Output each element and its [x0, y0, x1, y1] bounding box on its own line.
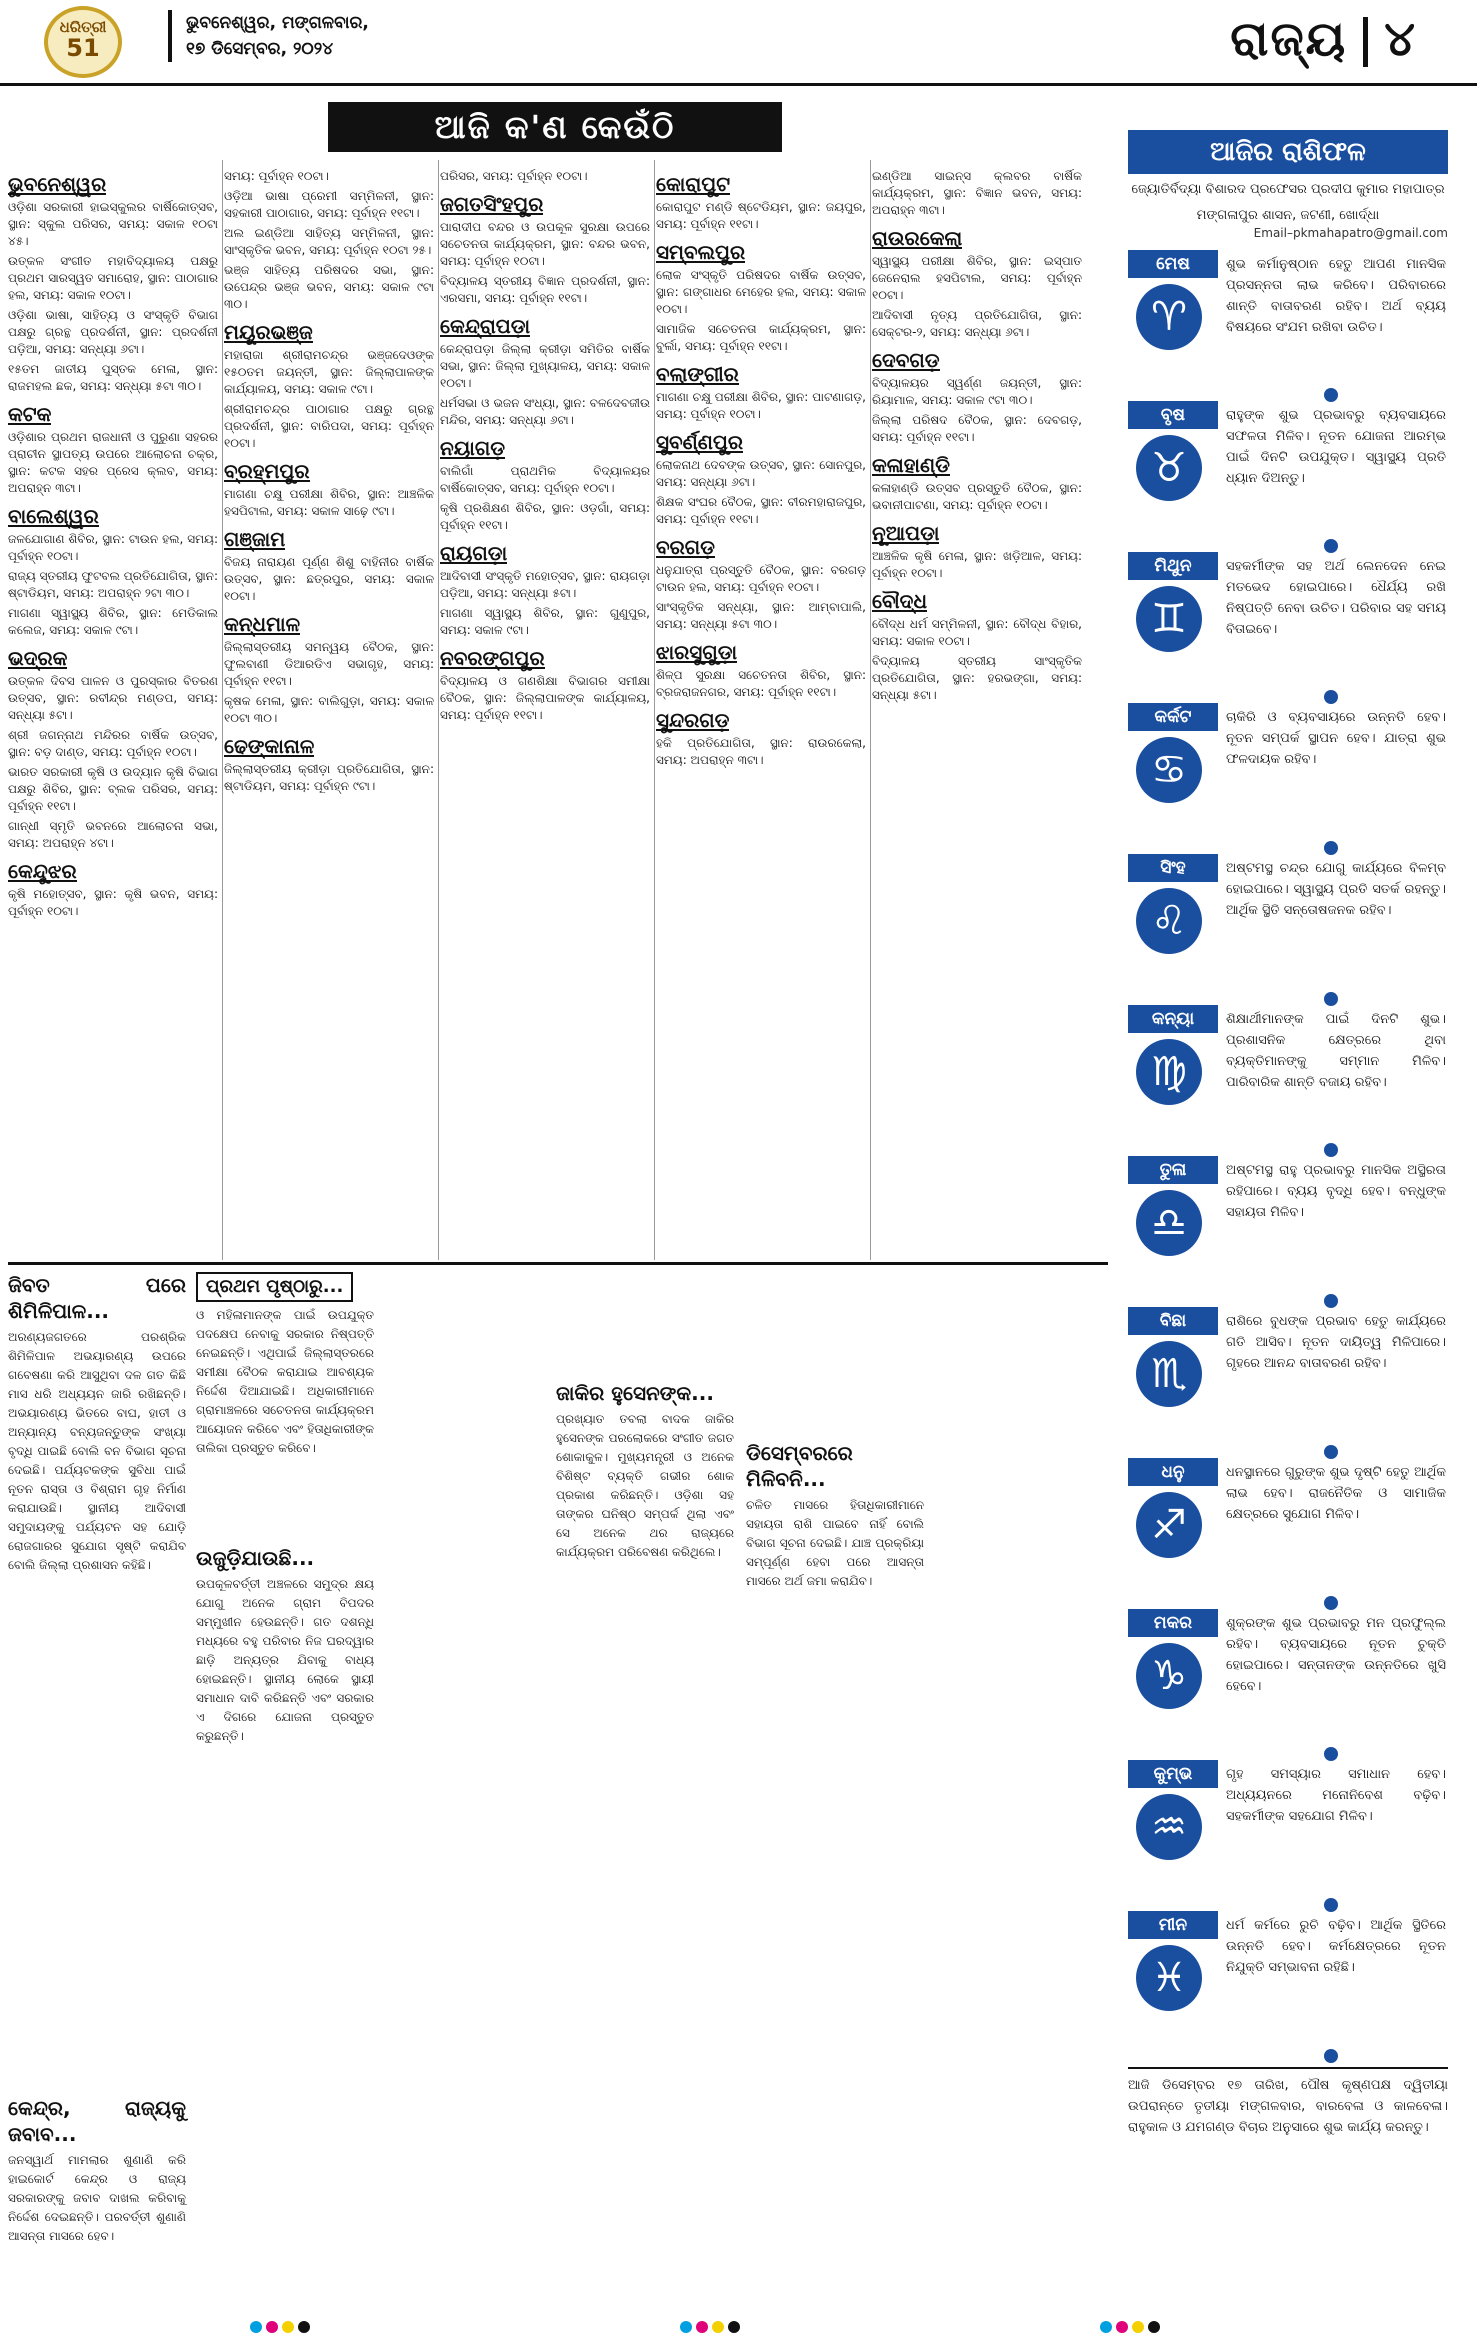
horoscope-sign	[1128, 250, 1448, 386]
event-item: ଅଲ ଇଣ୍ଡିଆ ସାହିତ୍ୟ ସମ୍ମିଳନୀ, ସ୍ଥାନ: ସାଂସ୍କୃତିକ ଭବନ, ସମୟ: ପୂର୍ବାହ୍ନ ୧୦ଟା ୨୫।	[224, 226, 434, 257]
event-item: ବୌଦ୍ଧ ଧର୍ମ ସମ୍ମିଳନୀ, ସ୍ଥାନ: ବୌଦ୍ଧ ବିହାର, ସମୟ: ସକାଳ ୧୦ଟା।	[872, 617, 1082, 648]
events-banner: ଆଜି କ'ଣ କେଉଁଠି	[328, 102, 782, 152]
aquarius-icon: ♒	[1136, 1794, 1202, 1860]
story-body: ଚଳିତ ମାସରେ ହିତାଧିକାରୀମାନେ ସହାୟତା ରାଶି ପାଇବେ ନାହିଁ ବୋଲି ବିଭାଗ ସୂଚନା ଦେଇଛି। ଯାଞ୍ଚ ପ୍ରକ୍ରିୟା ସମ୍ପୂର୍ଣ୍ଣ ହେବା ପରେ ଆସନ୍ତା ମାସରେ ଅର୍ଥ ଜମା କରାଯିବ।	[746, 1498, 924, 1588]
astrologer-email: Email–pkmahapatro@gmail.com	[1253, 226, 1448, 240]
horoscope-sign	[1128, 1760, 1448, 1896]
front-page-tag: ପ୍ରଥମ ପୃଷ୍ଠାରୁ...	[196, 1272, 353, 1302]
event-item: ବିଦ୍ୟାଳୟର ସ୍ୱର୍ଣ୍ଣ ଜୟନ୍ତୀ, ସ୍ଥାନ: ରିୟାମାଳ, ସମୟ: ସକାଳ ୯ଟା ୩୦।	[872, 376, 1082, 407]
sign-forecast: ଚାକିରି ଓ ବ୍ୟବସାୟରେ ଉନ୍ନତି ହେବ। ନୂତନ ସମ୍ପର୍କ ସ୍ଥାପନ ହେବ। ଯାତ୍ରା ଶୁଭ ଫଳଦାୟକ ରହିବ।	[1226, 710, 1446, 767]
district-heading: ଦେବଗଡ଼	[872, 348, 940, 372]
horoscope-title: ଆଜିର ରାଶିଫଳ	[1128, 130, 1448, 174]
event-item: ସ୍ୱାସ୍ଥ୍ୟ ପରୀକ୍ଷା ଶିବିର, ସ୍ଥାନ: ଇସ୍ପାତ ଜେନେରାଲ ହସପିଟାଲ, ସମୟ: ପୂର୍ବାହ୍ନ ୧୦ଟା।	[872, 254, 1082, 302]
horoscope-sign	[1128, 854, 1448, 990]
event-item: ଶିଳ୍ପ ସୁରକ୍ଷା ସଚେତନତା ଶିବିର, ସ୍ଥାନ: ବ୍ରଜରାଜନଗର, ସମୟ: ପୂର୍ବାହ୍ନ ୧୧ଟା।	[656, 668, 866, 699]
separator-dot-icon	[1324, 1747, 1338, 1761]
column-separator	[438, 160, 439, 1260]
story-headline: ଜିବତ ପରେ ଶିମିଳିପାଳ...	[8, 1273, 186, 1323]
registration-dot-icon	[728, 2321, 740, 2333]
event-item: ୧୫ତମ ଜାତୀୟ ପୁସ୍ତକ ମେଳା, ସ୍ଥାନ: ରାଜମହଲ ଛକ, ସମୟ: ସନ୍ଧ୍ୟା ୫ଟା ୩୦।	[8, 362, 218, 393]
separator-dot-icon	[1324, 992, 1338, 1006]
event-item: ମହାରାଜା ଶ୍ରୀରାମଚନ୍ଦ୍ର ଭଞ୍ଜଦେଓଙ୍କ ୧୫୦ତମ ଜୟନ୍ତୀ, ସ୍ଥାନ: ଜିଲ୍ଲାପାଳଙ୍କ କାର୍ଯ୍ୟାଳୟ, ସମୟ: ସକାଳ ୯ଟା।	[224, 348, 434, 396]
dateline	[168, 10, 369, 62]
event-item: ଧନୁଯାତ୍ରା ପ୍ରସ୍ତୁତି ବୈଠକ, ସ୍ଥାନ: ବରଗଡ଼ ଟାଉନ ହଲ, ସମୟ: ପୂର୍ବାହ୍ନ ୧୦ଟା।	[656, 563, 866, 594]
district-heading: ଢେଙ୍କାନାଳ	[224, 734, 315, 758]
story-headline: କେନ୍ଦ୍ର, ରାଜ୍ୟକୁ ଜବାବ...	[8, 2096, 186, 2146]
event-item: ସମୟ: ପୂର୍ବାହ୍ନ ୧୦ଟା।	[224, 169, 329, 183]
events-column	[440, 168, 650, 727]
logo-years: 51	[66, 34, 100, 62]
event-item: ଜିଲ୍ଲାସ୍ତରୀୟ କ୍ରୀଡ଼ା ପ୍ରତିଯୋଗିତା, ସ୍ଥାନ: ଷ୍ଟାଡିୟମ, ସମୟ: ପୂର୍ବାହ୍ନ ୯ଟା।	[224, 762, 434, 793]
sign-name-badge: ମେଷ	[1128, 250, 1218, 278]
event-item: କୋରାପୁଟ ମଣ୍ଡି ଷ୍ଟେଡିୟମ, ସ୍ଥାନ: ଜୟପୁର, ସମୟ: ପୂର୍ବାହ୍ନ ୧୧ଟା।	[656, 200, 866, 231]
scorpio-icon: ♏	[1136, 1341, 1202, 1407]
sagittarius-icon: ♐	[1136, 1492, 1202, 1558]
district-heading: କଟକ	[8, 402, 52, 426]
sign-forecast: ଅଷ୍ଟମସ୍ଥ ରାହୁ ପ୍ରଭାବରୁ ମାନସିକ ଅସ୍ଥିରତା ରହିପାରେ। ବ୍ୟୟ ବୃଦ୍ଧି ହେବ। ବନ୍ଧୁଙ୍କ ସହାୟତା ମିଳିବ।	[1226, 1163, 1446, 1220]
story-zakir	[556, 1380, 734, 1562]
district-heading: କନ୍ଧମାଳ	[224, 612, 301, 636]
district-heading: ନୂଆପଡ଼ା	[872, 521, 940, 545]
horoscope-sign	[1128, 1156, 1448, 1292]
story-headline: ଡିସେମ୍ବରରେ ମିଳିବନି...	[746, 1441, 853, 1491]
event-item: ସାଂସ୍କୃତିକ ସନ୍ଧ୍ୟା, ସ୍ଥାନ: ଆମ୍ବାପାଲି, ସମୟ: ସନ୍ଧ୍ୟା ୫ଟା ୩୦।	[656, 600, 866, 631]
sign-forecast: ରାହୁଙ୍କ ଶୁଭ ପ୍ରଭାବରୁ ବ୍ୟବସାୟରେ ସଫଳତା ମିଳିବ। ନୂତନ ଯୋଜନା ଆରମ୍ଭ ପାଇଁ ଦିନଟି ଉପଯୁକ୍ତ। ସ୍ୱାସ୍ଥ୍ୟ ପ୍ରତି ଧ୍ୟାନ ଦିଅନ୍ତୁ।	[1226, 408, 1446, 486]
gemini-icon: ♊	[1136, 586, 1202, 652]
virgo-icon: ♍	[1136, 1039, 1202, 1105]
event-item: ମାଗଣା ଚକ୍ଷୁ ପରୀକ୍ଷା ଶିବିର, ସ୍ଥାନ: ପାଟଣାଗଡ଼, ସମୟ: ପୂର୍ବାହ୍ନ ୧୦ଟା।	[656, 390, 866, 421]
event-item: ହକି ପ୍ରତିଯୋଗିତା, ସ୍ଥାନ: ରାଉରକେଲା, ସମୟ: ଅପରାହ୍ନ ୩ଟା।	[656, 736, 866, 767]
sign-name-badge: ତୁଳା	[1128, 1156, 1218, 1184]
event-item: ବାଲିଗାଁ ପ୍ରାଥମିକ ବିଦ୍ୟାଳୟର ବାର୍ଷିକୋତ୍ସବ, ସମୟ: ପୂର୍ବାହ୍ନ ୧୦ଟା।	[440, 464, 650, 495]
sign-forecast: ଗୃହ ସମସ୍ୟାର ସମାଧାନ ହେବ। ଅଧ୍ୟୟନରେ ମନୋନିବେଶ ବଢ଼ିବ। ସହକର୍ମୀଙ୍କ ସହଯୋଗ ମିଳିବ।	[1226, 1767, 1446, 1824]
horoscope-sign	[1128, 1005, 1448, 1141]
section-title	[1230, 4, 1417, 74]
event-item: ଓଡ଼ିଶାର ପ୍ରଥମ ରାଜଧାନୀ ଓ ପୁରୁଣା ସହରର ପ୍ରାଚୀନ ସ୍ଥାପତ୍ୟ ଉପରେ ଆଲୋଚନା ଚକ୍ର, ସ୍ଥାନ: କଟକ ସହର ପ୍ରେସ କ୍ଲବ, ସମୟ: ଅପରାହ୍ନ ୩ଟା।	[8, 430, 218, 495]
dateline-day: ଭୁବନେଶ୍ୱର, ମଙ୍ଗଳବାର,	[186, 13, 369, 33]
story-headline: ଜାକିର ହୁସେନଙ୍କ...	[556, 1381, 714, 1405]
story-front-page	[196, 1272, 374, 1458]
district-heading: ବଲାଙ୍ଗୀର	[656, 362, 739, 386]
pisces-icon: ♓	[1136, 1945, 1202, 2011]
event-item: ଓଡ଼ିଆ ଭାଷା ପ୍ରେମୀ ସମ୍ମିଳନୀ, ସ୍ଥାନ: ସହକାରୀ ପାଠାଗାର, ସମୟ: ପୂର୍ବାହ୍ନ ୧୧ଟା।	[224, 189, 434, 220]
event-item: ବିଦ୍ୟାଳୟ ସ୍ତରୀୟ ସାଂସ୍କୃତିକ ପ୍ରତିଯୋଗିତା, ସ୍ଥାନ: ହରଭଙ୍ଗା, ସମୟ: ସନ୍ଧ୍ୟା ୫ଟା।	[872, 654, 1082, 702]
story-december	[746, 1440, 924, 1591]
event-item: ଓଡ଼ିଶା ସରକାରୀ ହାଇସ୍କୁଲର ବାର୍ଷିକୋତ୍ସବ, ସ୍ଥାନ: ସ୍କୁଲ ପରିସର, ସମୟ: ସକାଳ ୧୦ଟା ୪୫।	[8, 200, 218, 248]
event-item: ଧର୍ମସଭା ଓ ଭଜନ ସଂଧ୍ୟା, ସ୍ଥାନ: ବଳଦେବଜୀଉ ମନ୍ଦିର, ସମୟ: ସନ୍ଧ୍ୟା ୬ଟା।	[440, 396, 650, 427]
story-body: ଜନସ୍ୱାର୍ଥ ମାମଲାର ଶୁଣାଣି କରି ହାଇକୋର୍ଟ କେନ୍ଦ୍ର ଓ ରାଜ୍ୟ ସରକାରଙ୍କୁ ଜବାବ ଦାଖଲ କରିବାକୁ ନିର୍ଦ୍ଦେଶ ଦେଇଛନ୍ତି। ପରବର୍ତ୍ତୀ ଶୁଣାଣି ଆସନ୍ତା ମାସରେ ହେବ।	[8, 2153, 186, 2243]
event-item: ଆଦିବାସୀ ନୃତ୍ୟ ପ୍ରତିଯୋଗିତା, ସ୍ଥାନ: ସେକ୍ଟର-୨, ସମୟ: ସନ୍ଧ୍ୟା ୬ଟା।	[872, 308, 1082, 339]
separator-dot-icon	[1324, 2049, 1338, 2063]
separator-dot-icon	[1324, 1898, 1338, 1912]
event-item: ଶ୍ରୀ ଜଗନ୍ନାଥ ମନ୍ଦିରର ବାର୍ଷିକ ଉତ୍ସବ, ସ୍ଥାନ: ବଡ଼ ଦାଣ୍ଡ, ସମୟ: ପୂର୍ବାହ୍ନ ୧୦ଟା।	[8, 728, 218, 759]
sign-forecast: ଶୁକ୍ରଙ୍କ ଶୁଭ ପ୍ରଭାବରୁ ମନ ପ୍ରଫୁଲ୍ଲ ରହିବ। ବ୍ୟବସାୟରେ ନୂତନ ଚୁକ୍ତି ହୋଇପାରେ। ସନ୍ତାନଙ୍କ ଉନ୍ନତିରେ ଖୁସି ହେବେ।	[1226, 1616, 1446, 1694]
separator-dot-icon	[1324, 690, 1338, 704]
registration-dot-icon	[1132, 2321, 1144, 2333]
separator-dot-icon	[1324, 388, 1338, 402]
registration-marks-right	[1100, 2318, 1164, 2332]
separator-dot-icon	[1324, 1445, 1338, 1459]
sign-forecast: ଧନସ୍ଥାନରେ ଗୁରୁଙ୍କ ଶୁଭ ଦୃଷ୍ଟି ହେତୁ ଆର୍ଥିକ ଲାଭ ହେବ। ରାଜନୈତିକ ଓ ସାମାଜିକ କ୍ଷେତ୍ରରେ ସୁଯୋଗ ମିଳିବ।	[1226, 1465, 1446, 1522]
district-heading: ସୁନ୍ଦରଗଡ଼	[656, 708, 730, 732]
separator-dot-icon	[1324, 841, 1338, 855]
sign-name-badge: ଧନୁ	[1128, 1458, 1218, 1486]
story-uthuchhi	[196, 1545, 374, 1746]
event-item: କଳାହାଣ୍ଡି ଉତ୍ସବ ପ୍ରସ୍ତୁତି ବୈଠକ, ସ୍ଥାନ: ଭବାନୀପାଟଣା, ସମୟ: ପୂର୍ବାହ୍ନ ୧୦ଟା।	[872, 481, 1082, 512]
event-item: ଜିଲ୍ଲାସ୍ତରୀୟ ସମନ୍ୱୟ ବୈଠକ, ସ୍ଥାନ: ଫୁଲବାଣୀ ଡିଆରଡିଏ ସଭାଗୃହ, ସମୟ: ପୂର୍ବାହ୍ନ ୧୧ଟା।	[224, 640, 434, 688]
event-item: ଇଣ୍ଡିଆ ସାଇନ୍ସ କ୍ଲବର ବାର୍ଷିକ କାର୍ଯ୍ୟକ୍ରମ, ସ୍ଥାନ: ବିଜ୍ଞାନ ଭବନ, ସମୟ: ଅପରାହ୍ନ ୩ଟା।	[872, 169, 1082, 217]
district-heading: ସମ୍ବଲପୁର	[656, 240, 746, 264]
separator-dot-icon	[1324, 539, 1338, 553]
registration-dot-icon	[680, 2321, 692, 2333]
district-heading: କୋରାପୁଟ	[656, 172, 731, 196]
event-item: ମାଗଣା ସ୍ୱାସ୍ଥ୍ୟ ଶିବିର, ସ୍ଥାନ: ମେଡିକାଲ କଲେଜ, ସମୟ: ସକାଳ ୯ଟା।	[8, 606, 218, 637]
event-item: ଗାନ୍ଧୀ ସ୍ମୃତି ଭବନରେ ଆଲୋଚନା ସଭା, ସମୟ: ଅପରାହ୍ନ ୪ଟା।	[8, 819, 218, 850]
district-heading: ବ୍ରହ୍ମପୁର	[224, 459, 310, 483]
event-item: ଲୋକନାଥ ଦେବଙ୍କ ଉତ୍ସବ, ସ୍ଥାନ: ସୋନପୁର, ସମୟ: ସନ୍ଧ୍ୟା ୬ଟା।	[656, 458, 866, 489]
event-item: ଜଳଯୋଗାଣ ଶିବିର, ସ୍ଥାନ: ଟାଉନ ହଲ, ସମୟ: ପୂର୍ବାହ୍ନ ୧୦ଟା।	[8, 532, 218, 563]
event-item: ବିଜୟ ନାରାୟଣ ପୂର୍ଣ୍ଣ ଶିଶୁ ବାହିନୀର ବାର୍ଷିକ ଉତ୍ସବ, ସ୍ଥାନ: ଛତ୍ରପୁର, ସମୟ: ସକାଳ ୧୦ଟା।	[224, 555, 434, 603]
horoscope-header	[1128, 130, 1448, 240]
event-item: ଉତ୍କଳ ଦିବସ ପାଳନ ଓ ପୁରସ୍କାର ବିତରଣ ଉତ୍ସବ, ସ୍ଥାନ: ରବୀନ୍ଦ୍ର ମଣ୍ଡପ, ସମୟ: ସନ୍ଧ୍ୟା ୫ଟା।	[8, 674, 218, 722]
registration-dot-icon	[266, 2321, 278, 2333]
event-item: ଉତ୍କଳ ସଂଗୀତ ମହାବିଦ୍ୟାଳୟ ପକ୍ଷରୁ ପ୍ରଥମ ସାରସ୍ୱତ ସମାରୋହ, ସ୍ଥାନ: ପାଠାଗାର ହଲ, ସମୟ: ସକାଳ ୧୦ଟା।	[8, 254, 218, 302]
horoscope-sign	[1128, 1458, 1448, 1594]
story-body: ଉପକୂଳବର୍ତ୍ତୀ ଅଞ୍ଚଳରେ ସମୁଦ୍ର କ୍ଷୟ ଯୋଗୁ ଅନେକ ଗ୍ରାମ ବିପଦର ସମ୍ମୁଖୀନ ହେଉଛନ୍ତି। ଗତ ଦଶନ୍ଧି ମଧ୍ୟରେ ବହୁ ପରିବାର ନିଜ ଘରଦ୍ୱାର ଛାଡ଼ି ଅନ୍ୟତ୍ର ଯିବାକୁ ବାଧ୍ୟ ହୋଇଛନ୍ତି। ସ୍ଥାନୀୟ ଲୋକେ ସ୍ଥାୟୀ ସମାଧାନ ଦାବି କରିଛନ୍ତି ଏବଂ ସରକାର ଏ ଦିଗରେ ଯୋଜନା ପ୍ରସ୍ତୁତ କରୁଛନ୍ତି।	[196, 1577, 374, 1743]
dateline-date: ୧୭ ଡିସେମ୍ବର, ୨୦୨୪	[186, 39, 334, 59]
district-heading: ନୟାଗଡ଼	[440, 436, 506, 460]
sign-name-badge: କର୍କଟ	[1128, 703, 1218, 731]
event-item: ମାଗଣା ସ୍ୱାସ୍ଥ୍ୟ ଶିବିର, ସ୍ଥାନ: ଗୁଣୁପୁର, ସମୟ: ସକାଳ ୯ଟା।	[440, 606, 650, 637]
sign-forecast: ସହକର୍ମୀଙ୍କ ସହ ଅର୍ଥ ଲେନଦେନ ନେଇ ମତଭେଦ ହୋଇପାରେ। ଧୈର୍ଯ୍ୟ ରଖି ନିଷ୍ପତ୍ତି ନେବା ଉଚିତ। ପରିବାର ସହ ସମୟ ବିତାଇବେ।	[1226, 559, 1446, 637]
horoscope-sign	[1128, 703, 1448, 839]
section-divider-line	[8, 1262, 1108, 1265]
event-item: ବିଦ୍ୟାଳୟ ସ୍ତରୀୟ ବିଜ୍ଞାନ ପ୍ରଦର୍ଶନୀ, ସ୍ଥାନ: ଏରସମା, ସମୟ: ପୂର୍ବାହ୍ନ ୧୧ଟା।	[440, 274, 650, 305]
horoscope-sign	[1128, 1911, 1448, 2047]
sign-name-badge: ବୃଷ	[1128, 401, 1218, 429]
horoscope-sign	[1128, 1307, 1448, 1443]
aries-icon: ♈	[1136, 284, 1202, 350]
event-item: କେନ୍ଦ୍ରାପଡ଼ା ଜିଲ୍ଲା କ୍ରୀଡ଼ା ସମିତିର ବାର୍ଷିକ ସଭା, ସ୍ଥାନ: ଜିଲ୍ଲା ମୁଖ୍ୟାଳୟ, ସମୟ: ସକାଳ ୧୦ଟା।	[440, 342, 650, 390]
district-heading: ଗଞ୍ଜାମ	[224, 527, 286, 551]
district-heading: ରାୟଗଡ଼ା	[440, 541, 508, 565]
district-heading: କେନ୍ଦୁଝର	[8, 859, 77, 883]
leo-icon: ♌	[1136, 888, 1202, 954]
masthead	[0, 0, 1477, 86]
event-item: ଆଞ୍ଚଳିକ କୃଷି ମେଳା, ସ୍ଥାନ: ଖଡ଼ିଆଳ, ସମୟ: ପୂର୍ବାହ୍ନ ୧୦ଟା।	[872, 549, 1082, 580]
registration-marks-left	[250, 2318, 314, 2332]
sign-forecast: ଧର୍ମ କର୍ମରେ ରୁଚି ବଢ଼ିବ। ଆର୍ଥିକ ସ୍ଥିତିରେ ଉନ୍ନତି ହେବ। କର୍ମକ୍ଷେତ୍ରରେ ନୂତନ ନିଯୁକ୍ତି ସମ୍ଭାବନା ରହିଛି।	[1226, 1918, 1446, 1975]
district-heading: କଳାହାଣ୍ଡି	[872, 453, 950, 477]
cancer-icon: ♋	[1136, 737, 1202, 803]
sign-forecast: ଶିକ୍ଷାର୍ଥୀମାନଙ୍କ ପାଇଁ ଦିନଟି ଶୁଭ। ପ୍ରଶାସନିକ କ୍ଷେତ୍ରରେ ଥିବା ବ୍ୟକ୍ତିମାନଙ୍କୁ ସମ୍ମାନ ମିଳିବ। ପାରିବାରିକ ଶାନ୍ତି ବଜାୟ ରହିବ।	[1226, 1012, 1446, 1090]
sign-name-badge: ମିଥୁନ	[1128, 552, 1218, 580]
event-item: ମାଗଣା ଚକ୍ଷୁ ପରୀକ୍ଷା ଶିବିର, ସ୍ଥାନ: ଆଞ୍ଚଳିକ ହସପିଟାଲ, ସମୟ: ସକାଳ ସାଢ଼େ ୯ଟା।	[224, 487, 434, 518]
story-headline: ଉଜୁଡ଼ିଯାଉଛି...	[196, 1546, 315, 1570]
event-item: ଆଦିବାସୀ ସଂସ୍କୃତି ମହୋତ୍ସବ, ସ୍ଥାନ: ରାୟଗଡ଼ା ପଡ଼ିଆ, ସମୟ: ସନ୍ଧ୍ୟା ୫ଟା।	[440, 569, 650, 600]
event-item: ଲୋକ ସଂସ୍କୃତି ପରିଷଦର ବାର୍ଷିକ ଉତ୍ସବ, ସ୍ଥାନ: ଗଙ୍ଗାଧର ମେହେର ହଲ, ସମୟ: ସକାଳ ୧୦ଟା।	[656, 268, 866, 316]
sign-name-badge: ସିଂହ	[1128, 854, 1218, 882]
event-item: ପରିସର, ସମୟ: ପୂର୍ବାହ୍ନ ୧୦ଟା।	[440, 169, 588, 183]
event-item: ବିଦ୍ୟାଳୟ ଓ ଗଣଶିକ୍ଷା ବିଭାଗର ସମୀକ୍ଷା ବୈଠକ, ସ୍ଥାନ: ଜିଲ୍ଲାପାଳଙ୍କ କାର୍ଯ୍ୟାଳୟ, ସମୟ: ପୂର୍ବାହ୍ନ ୧୧ଟା।	[440, 674, 650, 722]
libra-icon: ♎	[1136, 1190, 1202, 1256]
taurus-icon: ♉	[1136, 435, 1202, 501]
event-item: ପାରାଦୀପ ବନ୍ଦର ଓ ଉପକୂଳ ସୁରକ୍ଷା ଉପରେ ସଚେତନତା କାର୍ଯ୍ୟକ୍ରମ, ସ୍ଥାନ: ବନ୍ଦର ଭବନ, ସମୟ: ପୂର୍ବାହ୍ନ ୧୦ଟା।	[440, 220, 650, 268]
registration-dot-icon	[1100, 2321, 1112, 2333]
district-heading: ଜଗତସିଂହପୁର	[440, 192, 544, 216]
district-heading: ଝାରସୁଗୁଡ଼ା	[656, 640, 738, 664]
story-body: ଓ ମହିଳାମାନଙ୍କ ପାଇଁ ଉପଯୁକ୍ତ ପଦକ୍ଷେପ ନେବାକୁ ସରକାର ନିଷ୍ପତ୍ତି ନେଇଛନ୍ତି। ଏଥିପାଇଁ ଜିଲ୍ଲାସ୍ତରରେ ସମୀକ୍ଷା ବୈଠକ କରାଯାଇ ଆବଶ୍ୟକ ନିର୍ଦ୍ଦେଶ ଦିଆଯାଇଛି। ଅଧିକାରୀମାନେ ଗ୍ରାମାଞ୍ଚଳରେ ସଚେତନତା କାର୍ଯ୍ୟକ୍ରମ ଆୟୋଜନ କରିବେ ଏବଂ ହିତାଧିକାରୀଙ୍କ ତାଲିକା ପ୍ରସ୍ତୁତ କରିବେ।	[196, 1308, 374, 1455]
event-item: ଭାରତ ସରକାରୀ କୃଷି ଓ ଉଦ୍ୟାନ କୃଷି ବିଭାଗ ପକ୍ଷରୁ ଶିବିର, ସ୍ଥାନ: ବ୍ଲକ ପରିସର, ସମୟ: ପୂର୍ବାହ୍ନ ୧୧ଟା।	[8, 765, 218, 813]
registration-dot-icon	[712, 2321, 724, 2333]
event-item: କୃଷକ ମେଳା, ସ୍ଥାନ: ବାଲିଗୁଡ଼ା, ସମୟ: ସକାଳ ୧୦ଟା ୩୦।	[224, 694, 434, 725]
panjika-footer: ଆଜି ଡିସେମ୍ବର ୧୭ ତାରିଖ, ପୌଷ କୃଷ୍ଣପକ୍ଷ ଦ୍ୱିତୀୟା ଉପରାନ୍ତେ ତୃତୀୟା ମଙ୍ଗଳବାର, ବାରବେଳା ଓ କାଳବେଳା। ରାହୁକାଳ ଓ ଯମଗଣ୍ଡ ବିଚାର ଅନୁସାରେ ଶୁଭ କାର୍ଯ୍ୟ କରନ୍ତୁ।	[1128, 2067, 1448, 2138]
sign-name-badge: ମକର	[1128, 1609, 1218, 1637]
sign-name-badge: ବିଛା	[1128, 1307, 1218, 1335]
sign-forecast: ରାଶିରେ ବୁଧଙ୍କ ପ୍ରଭାବ ହେତୁ କାର୍ଯ୍ୟରେ ଗତି ଆସିବ। ନୂତନ ଦାୟିତ୍ୱ ମିଳିପାରେ। ଗୃହରେ ଆନନ୍ଦ ବାତାବରଣ ରହିବ।	[1226, 1314, 1446, 1371]
events-column	[224, 168, 434, 798]
horoscope-sign	[1128, 1609, 1448, 1745]
story-headline	[196, 1272, 374, 1302]
event-item: ଶିକ୍ଷକ ସଂଘର ବୈଠକ, ସ୍ଥାନ: ବୀରମହାରାଜପୁର, ସମୟ: ପୂର୍ବାହ୍ନ ୧୧ଟା।	[656, 495, 866, 526]
astrologer-location: ମଙ୍ଗଳାପୁର ଶାସନ, ଜଟଣୀ, ଖୋର୍ଦ୍ଧା	[1196, 208, 1380, 223]
event-item: ଓଡ଼ିଶା ଭାଷା, ସାହିତ୍ୟ ଓ ସଂସ୍କୃତି ବିଭାଗ ପକ୍ଷରୁ ଗ୍ରନ୍ଥ ପ୍ରଦର୍ଶନୀ, ସ୍ଥାନ: ପ୍ରଦର୍ଶନୀ ପଡ଼ିଆ, ସମୟ: ସନ୍ଧ୍ୟା ୬ଟା।	[8, 308, 218, 356]
registration-dot-icon	[1116, 2321, 1128, 2333]
event-item: ସାମାଜିକ ସଚେତନତା କାର୍ଯ୍ୟକ୍ରମ, ସ୍ଥାନ: ବୁର୍ଲା, ସମୟ: ପୂର୍ବାହ୍ନ ୧୧ଟା।	[656, 322, 866, 353]
registration-dot-icon	[1148, 2321, 1160, 2333]
district-heading: ବୌଦ୍ଧ	[872, 589, 927, 613]
horoscope-sign	[1128, 401, 1448, 537]
district-heading: ସୁବର୍ଣ୍ଣପୁର	[656, 430, 744, 454]
registration-dot-icon	[250, 2321, 262, 2333]
story-kendra-rajya	[8, 2095, 186, 2246]
district-heading: ଭଦ୍ରକ	[8, 646, 68, 670]
event-item: ଜିଲ୍ଲା ପରିଷଦ ବୈଠକ, ସ୍ଥାନ: ଦେବଗଡ଼, ସମୟ: ପୂର୍ବାହ୍ନ ୧୧ଟା।	[872, 413, 1082, 444]
logo-brand: ଧରିତ୍ରୀ	[59, 18, 107, 36]
section-divider	[1363, 17, 1368, 67]
story-similipal	[8, 1272, 186, 2072]
sign-name-badge: କୁମ୍ଭ	[1128, 1760, 1218, 1788]
sign-name-badge: କନ୍ୟା	[1128, 1005, 1218, 1033]
sign-forecast: ଶୁଭ କର୍ମାନୁଷ୍ଠାନ ହେତୁ ଆପଣ ମାନସିକ ପ୍ରସନ୍ନତା ଲାଭ କରିବେ। ପରିବାରରେ ଶାନ୍ତି ବାତାବରଣ ରହିବ। ଅର୍ଥ ବ୍ୟୟ ବିଷୟରେ ସଂଯମ ରଖିବା ଉଚିତ।	[1226, 257, 1446, 335]
column-separator	[654, 160, 655, 1260]
horoscope-sign	[1128, 552, 1448, 688]
sign-name-badge: ମୀନ	[1128, 1911, 1218, 1939]
separator-dot-icon	[1324, 1143, 1338, 1157]
district-heading: ନବରଙ୍ଗପୁର	[440, 646, 545, 670]
column-separator	[870, 160, 871, 1260]
page-number: ୪	[1384, 11, 1417, 67]
registration-dot-icon	[298, 2321, 310, 2333]
district-heading: ରାଉରକେଲା	[872, 226, 963, 250]
story-body: ଅରଣ୍ୟଜଗତରେ ପରଶ୍ରିକ ଶିମିଳିପାଳ ଅଭୟାରଣ୍ୟ ଉପରେ ଗବେଷଣା କରି ଆସୁଥିବା ଦଳ ଗତ କିଛି ମାସ ଧରି ଅଧ୍ୟୟନ ଜାରି ରଖିଛନ୍ତି। ଅଭୟାରଣ୍ୟ ଭିତରେ ବାଘ, ହାତୀ ଓ ଅନ୍ୟାନ୍ୟ ବନ୍ୟଜନ୍ତୁଙ୍କ ସଂଖ୍ୟା ବୃଦ୍ଧି ପାଇଛି ବୋଲି ବନ ବିଭାଗ ସୂଚନା ଦେଇଛି। ପର୍ଯ୍ୟଟକଙ୍କ ସୁବିଧା ପାଇଁ ନୂତନ ରାସ୍ତା ଓ ବିଶ୍ରାମ ଗୃହ ନିର୍ମାଣ କରାଯାଉଛି। ସ୍ଥାନୀୟ ଆଦିବାସୀ ସମୁଦାୟଙ୍କୁ ପର୍ଯ୍ୟଟନ ସହ ଯୋଡ଼ି ରୋଜଗାରର ସୁଯୋଗ ସୃଷ୍ଟି କରାଯିବ ବୋଲି ଜିଲ୍ଲା ପ୍ରଶାସନ କହିଛି।	[8, 1330, 186, 1572]
separator-dot-icon	[1324, 1596, 1338, 1610]
astrologer-name: ଜ୍ୟୋତିର୍ବିଦ୍ୟା ବିଶାରଦ ପ୍ରଫେସର ପ୍ରଦୀପ କୁମାର ମହାପାତ୍ର	[1131, 182, 1445, 197]
separator-dot-icon	[1324, 1294, 1338, 1308]
registration-dot-icon	[696, 2321, 708, 2333]
events-column	[8, 168, 218, 923]
anniversary-logo	[44, 6, 122, 78]
section-name: ରାଜ୍ୟ	[1230, 11, 1348, 67]
registration-dot-icon	[282, 2321, 294, 2333]
event-item: ରାଜ୍ୟ ସ୍ତରୀୟ ଫୁଟବଲ ପ୍ରତିଯୋଗିତା, ସ୍ଥାନ: ଷ୍ଟାଡିୟମ, ସମୟ: ଅପରାହ୍ନ ୨ଟା ୩୦।	[8, 569, 218, 600]
event-item: କୃଷି ମହୋତ୍ସବ, ସ୍ଥାନ: କୃଷି ଭବନ, ସମୟ: ପୂର୍ବାହ୍ନ ୧୦ଟା।	[8, 887, 218, 918]
registration-marks-center	[680, 2318, 744, 2332]
district-heading: ଭୁବନେଶ୍ୱର	[8, 172, 107, 196]
event-item: ଶ୍ରୀରାମଚନ୍ଦ୍ର ପାଠାଗାର ପକ୍ଷରୁ ଗ୍ରନ୍ଥ ପ୍ରଦର୍ଶନୀ, ସ୍ଥାନ: ବାରିପଦା, ସମୟ: ପୂର୍ବାହ୍ନ ୧୦ଟା।	[224, 402, 434, 450]
district-heading: ମୟୂରଭଞ୍ଜ	[224, 320, 313, 344]
events-column	[656, 168, 866, 772]
column-separator	[222, 160, 223, 1260]
sign-forecast: ଅଷ୍ଟମସ୍ଥ ଚନ୍ଦ୍ର ଯୋଗୁ କାର୍ଯ୍ୟରେ ବିଳମ୍ବ ହୋଇପାରେ। ସ୍ୱାସ୍ଥ୍ୟ ପ୍ରତି ସତର୍କ ରହନ୍ତୁ। ଆର୍ଥିକ ସ୍ଥିତି ସନ୍ତୋଷଜନକ ରହିବ।	[1226, 861, 1446, 918]
events-column	[872, 168, 1082, 707]
district-heading: କେନ୍ଦ୍ରାପଡ଼ା	[440, 314, 531, 338]
district-heading: ବାଲେଶ୍ୱର	[8, 504, 99, 528]
story-body: ପ୍ରଖ୍ୟାତ ତବଲା ବାଦକ ଜାକିର ହୁସେନଙ୍କ ପରଲୋକରେ ସଂଗୀତ ଜଗତ ଶୋକାକୁଳ। ମୁଖ୍ୟମନ୍ତ୍ରୀ ଓ ଅନେକ ବିଶିଷ୍ଟ ବ୍ୟକ୍ତି ଗଭୀର ଶୋକ ପ୍ରକାଶ କରିଛନ୍ତି। ଓଡ଼ିଶା ସହ ତାଙ୍କର ଘନିଷ୍ଠ ସମ୍ପର୍କ ଥିଲା ଏବଂ ସେ ଅନେକ ଥର ରାଜ୍ୟରେ କାର୍ଯ୍ୟକ୍ରମ ପରିବେଷଣ କରିଥିଲେ।	[556, 1412, 734, 1559]
event-item: ଭଞ୍ଜ ସାହିତ୍ୟ ପରିଷଦର ସଭା, ସ୍ଥାନ: ଉପେନ୍ଦ୍ର ଭଞ୍ଜ ଭବନ, ସମୟ: ସକାଳ ୯ଟା ୩୦।	[224, 263, 434, 311]
event-item: କୃଷି ପ୍ରଶିକ୍ଷଣ ଶିବିର, ସ୍ଥାନ: ଓଡ଼ଗାଁ, ସମୟ: ପୂର୍ବାହ୍ନ ୧୧ଟା।	[440, 501, 650, 532]
district-heading: ବରଗଡ଼	[656, 535, 715, 559]
capricorn-icon: ♑	[1136, 1643, 1202, 1709]
